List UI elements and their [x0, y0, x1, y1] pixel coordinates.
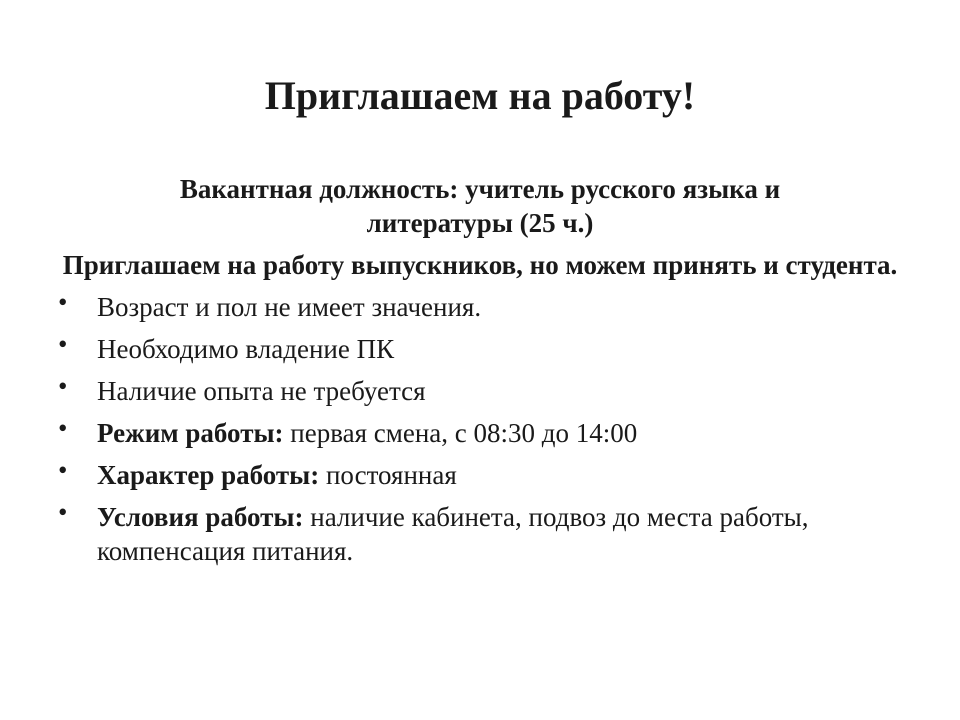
bullet-icon: •: [58, 329, 68, 359]
requirements-list: [50, 287, 910, 568]
bullet-icon: •: [58, 455, 68, 485]
list-item-text: первая смена, с 08:30 до 14:00: [283, 418, 638, 448]
list-item: [50, 371, 910, 408]
list-item: [50, 497, 910, 568]
list-item: [50, 329, 910, 366]
list-item-text: Наличие опыта не требуется: [97, 376, 426, 406]
list-item-text: постоянная: [319, 460, 457, 490]
list-item: [50, 455, 910, 492]
list-item-text: Необходимо владение ПК: [97, 334, 395, 364]
list-item-label: Режим работы:: [97, 418, 284, 448]
list-item-text: наличие кабинета, подвоз до места работы, компенсация питания.: [97, 502, 809, 566]
vacancy-text: Вакантная должность: учитель русского языка и литературы (25 ч.): [179, 174, 781, 238]
list-item: [50, 287, 910, 324]
list-item: [50, 413, 910, 450]
bullet-icon: •: [58, 287, 68, 317]
bullet-icon: •: [58, 497, 68, 527]
bullet-icon: •: [58, 413, 68, 443]
bullet-icon: •: [58, 371, 68, 401]
list-item-text: Возраст и пол не имеет значения.: [97, 292, 482, 322]
list-item-label: Характер работы:: [97, 460, 320, 490]
list-item-label: Условия работы:: [97, 502, 304, 532]
invitation-text: Приглашаем на работу выпускников, но можем принять и студента.: [62, 250, 898, 280]
slide-content: [50, 172, 910, 576]
slide-title: Приглашаем на работу!: [264, 73, 696, 118]
